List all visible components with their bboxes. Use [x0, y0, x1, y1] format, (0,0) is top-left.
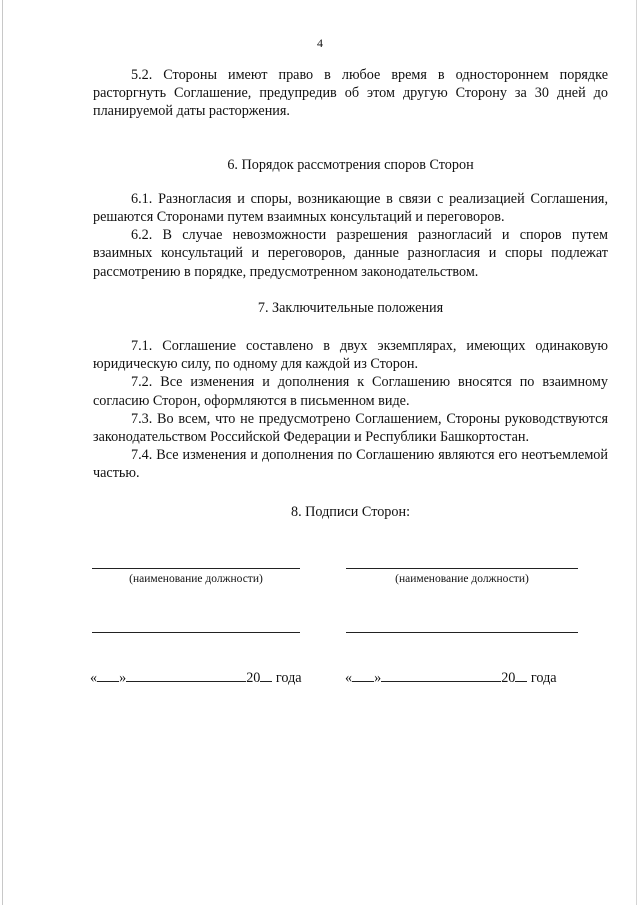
left-year-suffix: года [275, 670, 302, 686]
right-position-line [346, 568, 578, 569]
paragraph-5-2: 5.2. Стороны имеют право в любое время в одностороннем порядке расторгнуть Соглашение, предупредив об этом другую Сторону за 30 дней до планируемой даты расторжения. [93, 67, 608, 120]
left-year-prefix: 20 [246, 670, 261, 686]
page-right-edge [636, 0, 637, 905]
paragraph-7-2: 7.2. Все изменения и дополнения к Соглашению вносятся по взаимному согласию Сторон, оформляются в письменном виде. [93, 374, 608, 409]
left-date-close-quote: » [119, 670, 127, 686]
paragraph-7-4: 7.4. Все изменения и дополнения по Соглашению являются его неотъемлемой частью. [93, 447, 608, 482]
right-year-prefix: 20 [501, 670, 516, 686]
document-body [93, 66, 608, 521]
right-year-blank [515, 668, 527, 682]
paragraph-7-3: 7.3. Во всем, что не предусмотрено Соглашением, Стороны руководствуются законодательством Российской Федерации и Республики Башкортостан. [93, 410, 608, 446]
left-signature-line [92, 632, 300, 633]
left-position-caption: (наименование должности) [129, 573, 263, 585]
left-date-line [90, 668, 302, 687]
right-signature-line [346, 632, 578, 633]
page-left-edge [2, 0, 3, 905]
signature-block [90, 566, 590, 706]
right-month-blank [381, 668, 501, 682]
left-date-open-quote: « [90, 670, 98, 686]
page-number: 4 [317, 36, 323, 50]
section-6-title: 6. Порядок рассмотрения споров Сторон [227, 156, 474, 173]
right-date-open-quote: « [345, 670, 353, 686]
section-8-title: 8. Подписи Сторон: [290, 503, 411, 520]
left-position-line [92, 568, 300, 569]
paragraph-7-1: 7.1. Соглашение составлено в двух экземплярах, имеющих одинаковую юридическую силу, по одному для каждой из Сторон. [93, 338, 608, 373]
left-year-blank [260, 668, 272, 682]
left-day-blank [97, 668, 119, 682]
right-date-close-quote: » [374, 670, 382, 686]
paragraph-6-1: 6.1. Разногласия и споры, возникающие в связи с реализацией Соглашения, решаются Сторонами путем взаимных консультаций и переговоров. [93, 190, 608, 226]
section-7-title: 7. Заключительные положения [257, 299, 444, 316]
right-year-suffix: года [530, 670, 557, 686]
right-date-line [345, 668, 557, 687]
right-position-caption: (наименование должности) [395, 573, 529, 585]
left-month-blank [126, 668, 246, 682]
paragraph-6-2: 6.2. В случае невозможности разрешения разногласий и споров путем взаимных консультаций и переговоров, данные разногласия и споры подлежат рассмотрению в порядке, предусмотренном законодательством. [93, 227, 608, 280]
right-day-blank [352, 668, 374, 682]
